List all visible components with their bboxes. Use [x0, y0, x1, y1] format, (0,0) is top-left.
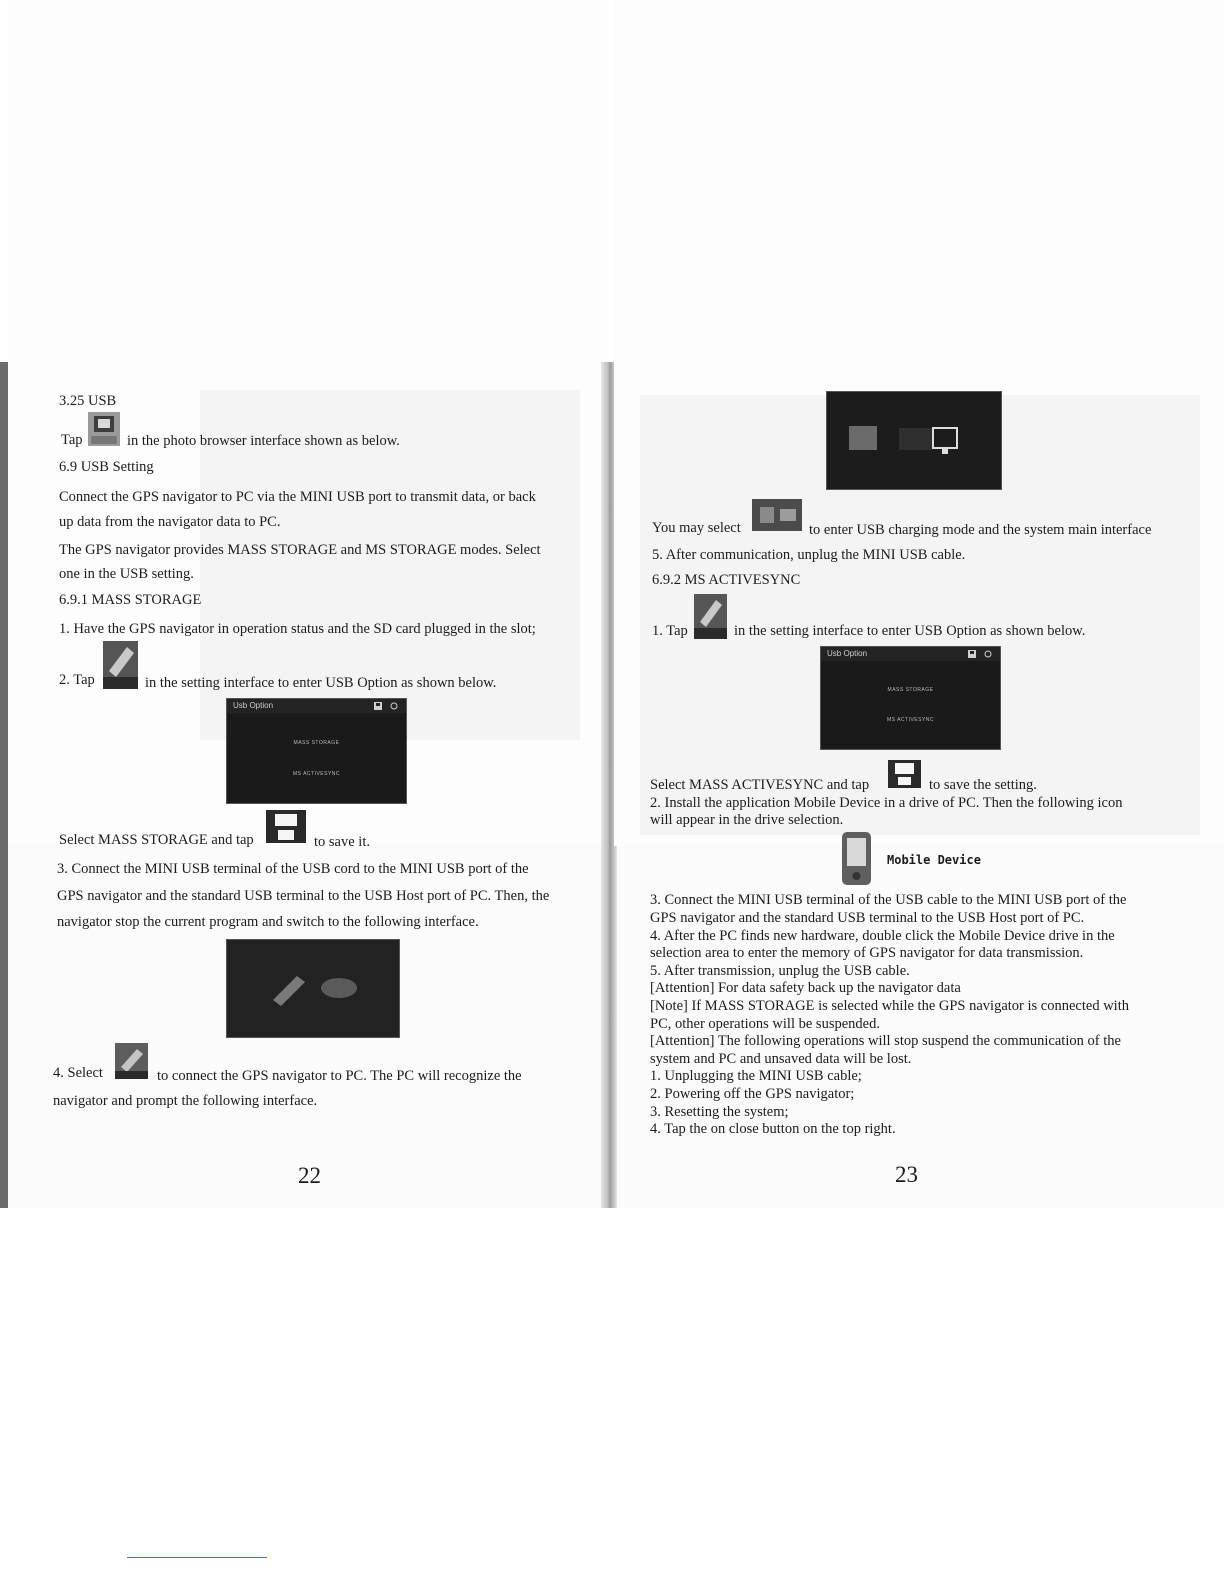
step5-after-transmission: 5. After transmission, unplug the USB cable. [650, 963, 910, 979]
step2-line2: will appear in the drive selection. [650, 812, 844, 828]
para1-line1: Connect the GPS navigator to PC via the MINI USB port to transmit data, or back [59, 489, 536, 505]
save-icon [374, 702, 382, 710]
select-mass-prefix: Select MASS STORAGE and tap [59, 832, 254, 848]
step1: 1. Have the GPS navigator in operation status and the SD card plugged in the slot; [59, 621, 536, 637]
footer-rule [127, 1557, 267, 1558]
step2-prefix: 2. Tap [59, 672, 95, 688]
step3-line1: 3. Connect the MINI USB terminal of the USB cable to the MINI USB port of the [650, 892, 1127, 908]
step3-line1: 3. Connect the MINI USB terminal of the USB cord to the MINI USB port of the [57, 861, 529, 877]
list-item: 4. Tap the on close button on the top right. [650, 1121, 896, 1137]
mobile-device-label: Mobile Device [887, 853, 981, 867]
note-line2: PC, other operations will be suspended. [650, 1016, 880, 1032]
ms-activesync-option[interactable]: MS ACTIVESYNC [886, 717, 935, 723]
page-number-22: 22 [298, 1163, 321, 1188]
usb-stick-icon [694, 594, 727, 639]
scan-edge [0, 362, 8, 1208]
list-item: 1. Unplugging the MINI USB cable; [650, 1068, 862, 1084]
heading-3-25: 3.25 USB [59, 393, 117, 409]
step5-after-communication: 5. After communication, unplug the MINI USB cable. [652, 547, 966, 563]
tap-photo-prefix: Tap [61, 432, 83, 448]
usb-option-screen [226, 698, 407, 804]
step4-prefix: 4. Select [53, 1065, 103, 1081]
step2-suffix: in the setting interface to enter USB Option as shown below. [145, 675, 497, 691]
ms-activesync-option[interactable]: MS ACTIVESYNC [292, 771, 341, 777]
para1-line2: up data from the navigator data to PC. [59, 514, 281, 530]
heading-6-9-2: 6.9.2 MS ACTIVESYNC [652, 572, 801, 588]
close-icon [390, 702, 398, 710]
select-mass-suffix: to save it. [314, 834, 370, 850]
tap-photo-suffix: in the photo browser interface shown as below. [127, 433, 400, 449]
photo-usb-icon [88, 412, 120, 446]
charging-screen [826, 391, 1002, 490]
usb-connect-screen [226, 939, 400, 1038]
usb-option-title: Usb Option [821, 647, 1000, 661]
floppy-save-icon [888, 760, 921, 788]
step3-line2: GPS navigator and the standard USB terminal to the USB Host port of PC. [650, 910, 1085, 926]
mass-storage-option[interactable]: MASS STORAGE [887, 687, 934, 693]
charging-graphics [827, 392, 1001, 489]
usb-option-screen [820, 646, 1001, 750]
step3-line3: navigator stop the current program and switch to the following interface. [57, 914, 479, 930]
step3-line2: GPS navigator and the standard USB terminal to the USB Host port of PC. Then, the [57, 888, 550, 904]
heading-6-9: 6.9 USB Setting [59, 459, 154, 475]
para2-line1: The GPS navigator provides MASS STORAGE and MS STORAGE modes. Select [59, 542, 541, 558]
usb-connect-graphics [227, 940, 399, 1037]
list-item: 2. Powering off the GPS navigator; [650, 1086, 855, 1102]
select-sync-prefix: Select MASS ACTIVESYNC and tap [650, 777, 870, 793]
step4-line2: navigator and prompt the following interface. [53, 1093, 318, 1109]
heading-6-9-1: 6.9.1 MASS STORAGE [59, 592, 202, 608]
usb-option-title: Usb Option [227, 699, 406, 713]
attention2-line2: system and PC and unsaved data will be lost. [650, 1051, 912, 1067]
you-may-suffix: to enter USB charging mode and the system main interface [809, 522, 1152, 538]
you-may-prefix: You may select [652, 520, 741, 536]
usb-stick-icon [103, 641, 138, 689]
usb-charging-icon [752, 499, 802, 531]
list-item: 3. Resetting the system; [650, 1104, 789, 1120]
page-number-23: 23 [895, 1162, 918, 1187]
step1-suffix: in the setting interface to enter USB Option as shown below. [734, 623, 1086, 639]
para2-line2: one in the USB setting. [59, 566, 194, 582]
step1-prefix: 1. Tap [652, 623, 688, 639]
attention2-line1: [Attention] The following operations will stop suspend the communication of the [650, 1033, 1121, 1049]
mass-storage-option[interactable]: MASS STORAGE [293, 740, 340, 746]
floppy-save-icon [266, 810, 306, 843]
step4-line1: 4. After the PC finds new hardware, double click the Mobile Device drive in the [650, 928, 1115, 944]
step2-line1: 2. Install the application Mobile Device in a drive of PC. Then the following icon [650, 795, 1123, 811]
attention-1: [Attention] For data safety back up the navigator data [650, 980, 961, 996]
close-icon [984, 650, 992, 658]
select-sync-suffix: to save the setting. [929, 777, 1037, 793]
step4-line2: selection area to enter the memory of GPS navigator for data transmission. [650, 945, 1084, 961]
usb-stick-icon [115, 1043, 148, 1079]
mobile-device-icon [841, 831, 872, 886]
save-icon [968, 650, 976, 658]
note-line1: [Note] If MASS STORAGE is selected while the GPS navigator is connected with [650, 998, 1129, 1014]
step4-suffix: to connect the GPS navigator to PC. The PC will recognize the [157, 1068, 522, 1084]
